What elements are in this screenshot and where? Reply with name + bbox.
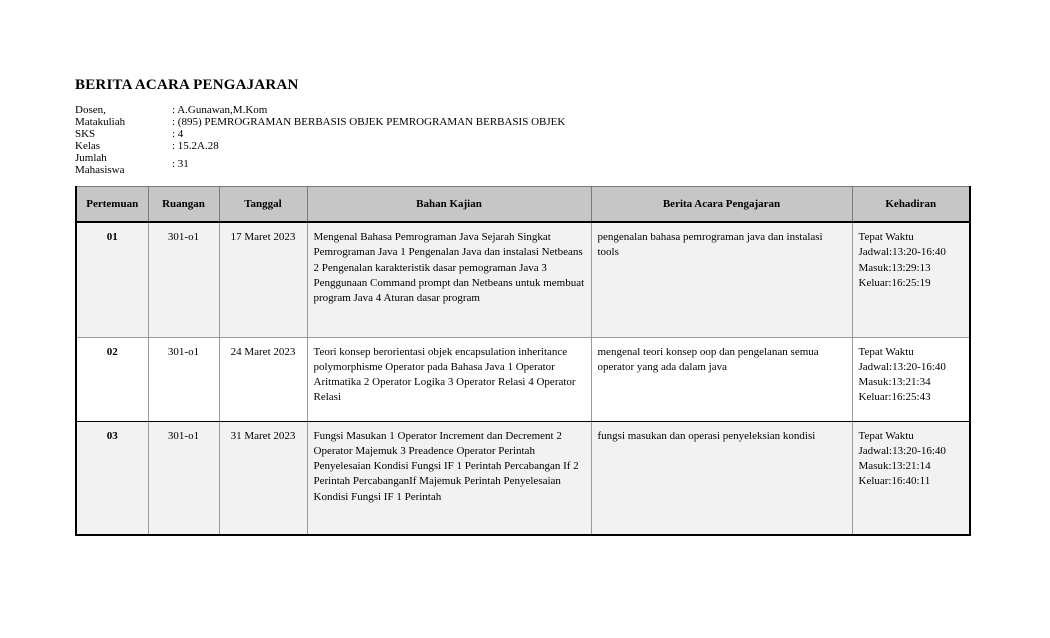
cell-bahan-kajian: Mengenal Bahasa Pemrograman Java Sejarah Singkat Pemrograman Java 1 Pengenalan Java dan instalasi Netbeans 2 Pengenalan karakteristik dasar pemograman Java 3 Penggunaan Command prompt dan Netbeans untuk membuat program Java 4 Aturan dasar program: [307, 222, 591, 337]
cell-tanggal: 17 Maret 2023: [219, 222, 307, 337]
document-page: [75, 76, 970, 536]
attendance-in: Masuk:13:21:14: [858, 460, 931, 473]
cell-kehadiran: [852, 222, 970, 337]
attendance-status: Tepat Waktu: [858, 231, 914, 243]
cell-berita-acara: pengenalan bahasa pemrograman java dan instalasi tools: [591, 222, 852, 337]
info-value: : 31: [172, 158, 189, 170]
column-header-kehadiran: Kehadiran: [852, 187, 970, 223]
attendance-in: Masuk:13:21:34: [858, 376, 931, 389]
info-row-jumlah-mahasiswa: [75, 152, 970, 176]
column-header-tanggal: Tanggal: [219, 187, 307, 223]
cell-berita-acara: fungsi masukan dan operasi penyeleksian kondisi: [591, 421, 852, 535]
info-label: Dosen,: [75, 104, 106, 116]
attendance-in: Masuk:13:29:13: [858, 261, 931, 274]
teaching-log-table: [75, 186, 971, 536]
info-row-matakuliah: [75, 116, 970, 128]
attendance-status: Tepat Waktu: [858, 429, 914, 442]
info-value: : 4: [172, 128, 184, 140]
table-row: [76, 337, 970, 421]
cell-pertemuan: 02: [76, 337, 148, 421]
course-info: [75, 104, 970, 176]
table-row: [76, 421, 970, 535]
info-row-sks: [75, 128, 970, 140]
cell-pertemuan: 01: [76, 222, 148, 337]
cell-pertemuan: 03: [76, 421, 148, 535]
column-header-pertemuan: Pertemuan: [76, 187, 148, 223]
table-header-row: [76, 187, 970, 223]
cell-kehadiran: [852, 421, 970, 535]
info-row-kelas: [75, 140, 970, 152]
cell-tanggal: 24 Maret 2023: [219, 337, 307, 421]
cell-ruangan: 301-o1: [148, 421, 219, 535]
column-header-bahan-kajian: Bahan Kajian: [307, 187, 591, 223]
info-label: SKS: [75, 128, 96, 140]
attendance-out: Keluar:16:25:19: [858, 276, 931, 289]
cell-tanggal: 31 Maret 2023: [219, 421, 307, 535]
column-header-ruangan: Ruangan: [148, 187, 219, 223]
page-title: BERITA ACARA PENGAJARAN: [75, 77, 299, 93]
attendance-schedule: Jadwal:13:20-16:40: [858, 444, 946, 457]
cell-bahan-kajian: Teori konsep berorientasi objek encapsulation inheritance polymorphisme Operator pada Bahasa Java 1 Operator Aritmatika 2 Operator Logika 3 Operator Relasi 4 Operator Relasi: [307, 337, 591, 421]
info-label: Matakuliah: [75, 116, 126, 128]
attendance-out: Keluar:16:25:43: [858, 391, 931, 404]
cell-ruangan: 301-o1: [148, 337, 219, 421]
attendance-out: Keluar:16:40:11: [858, 475, 931, 488]
info-value: : A.Gunawan,M.Kom: [172, 104, 268, 116]
info-row-dosen: [75, 104, 970, 116]
info-value: : (895) PEMROGRAMAN BERBASIS OBJEK PEMROGRAMAN BERBASIS OBJEK: [172, 116, 566, 128]
info-label: Kelas: [75, 140, 101, 152]
column-header-berita-acara: Berita Acara Pengajaran: [591, 187, 852, 223]
info-value: : 15.2A.28: [172, 140, 219, 152]
cell-kehadiran: [852, 337, 970, 421]
attendance-schedule: Jadwal:13:20-16:40: [858, 246, 946, 259]
table-row: [76, 222, 970, 337]
attendance-status: Tepat Waktu: [858, 345, 914, 358]
info-label: Jumlah Mahasiswa: [75, 152, 125, 176]
cell-bahan-kajian: Fungsi Masukan 1 Operator Increment dan Decrement 2 Operator Majemuk 3 Preadence Operator Perintah Penyelesaian Kondisi Fungsi IF 1 Perintah Percabangan If 2 Perintah PercabanganIf Majemuk Perintah Penyelesaian Kondisi Fungsi IF 1 Perintah: [307, 421, 591, 535]
attendance-schedule: Jadwal:13:20-16:40: [858, 360, 946, 373]
cell-ruangan: 301-o1: [148, 222, 219, 337]
cell-berita-acara: mengenal teori konsep oop dan pengelanan semua operator yang ada dalam java: [591, 337, 852, 421]
